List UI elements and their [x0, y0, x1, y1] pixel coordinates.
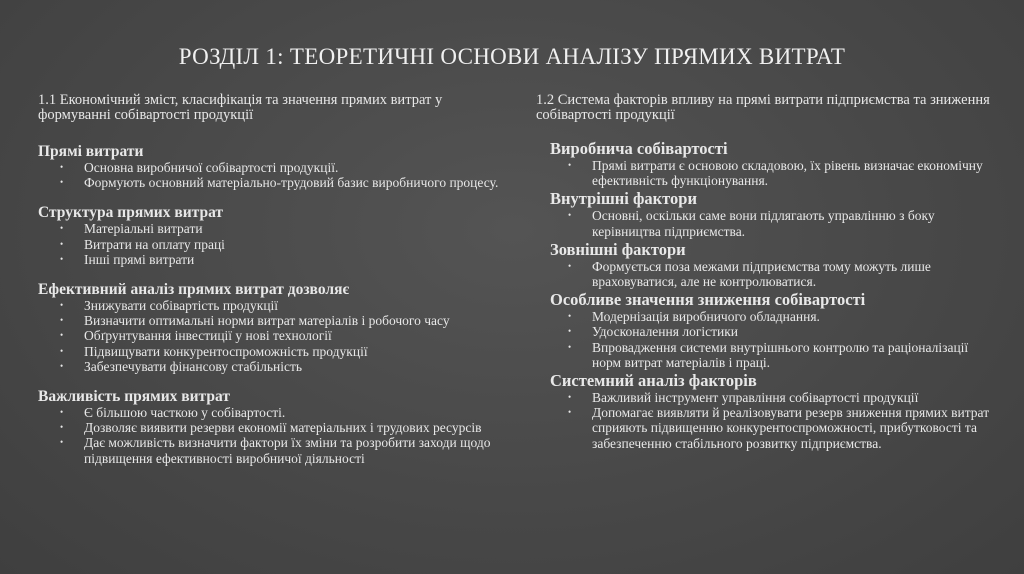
left-column-heading: 1.1 Економічний зміст, класифікація та значення прямих витрат у формуванні собівартості продукції: [38, 92, 443, 123]
list-item: • Забезпечувати фінансову стабільність: [84, 359, 518, 374]
section-production-cost: [536, 140, 996, 188]
bullet-list: [536, 259, 996, 289]
slide-title: РОЗДІЛ 1: ТЕОРЕТИЧНІ ОСНОВИ АНАЛІЗУ ПРЯМИХ ВИТРАТ: [178, 44, 846, 69]
section-title: Особливе значення зниження собівартості: [550, 290, 866, 310]
section-title: Системний аналіз факторів: [550, 371, 757, 391]
section-title: Важливість прямих витрат: [38, 388, 230, 406]
list-item: • Знижувати собівартість продукції: [84, 298, 518, 313]
list-item: • Обґрунтування інвестиції у нові технології: [84, 328, 518, 343]
list-item: • Визначити оптимальні норми витрат матеріалів і робочого часу: [84, 313, 518, 328]
list-item: • Прямі витрати є основою складовою, їх рівень визначає економічну ефективність функціонування.: [592, 158, 996, 188]
bullet-list: [536, 390, 996, 451]
section-title: Зовнішні фактори: [550, 239, 686, 259]
list-item: • Матеріальні витрати: [84, 221, 518, 236]
list-item: • Основна виробничої собівартості продукції.: [84, 160, 518, 175]
list-item: • Допомагає виявляти й реалізовувати резерв зниження прямих витрат сприяють підвищенню конкурентоспроможності, прибутковості та забезпеченню стабільного розвитку підприємства.: [592, 405, 996, 451]
bullet-list: [38, 160, 518, 190]
list-item: • Формується поза межами підприємства тому можуть лише враховуватися, але не контролюватися.: [592, 259, 996, 289]
list-item: • Є більшою часткою у собівартості.: [84, 405, 518, 420]
section-effective-analysis: [38, 281, 518, 374]
section-title: Внутрішні фактори: [550, 189, 697, 209]
list-item: • Інші прямі витрати: [84, 252, 518, 267]
right-column-heading: 1.2 Система факторів впливу на прямі витрати підприємства та зниження собівартості продукції: [536, 92, 990, 123]
list-item: • Підвищувати конкурентоспроможність продукції: [84, 344, 518, 359]
section-title: Ефективний аналіз прямих витрат дозволяє: [38, 281, 350, 299]
list-item: • Модернізація виробничого обладнання.: [592, 309, 996, 324]
bullet-list: [536, 208, 996, 238]
section-title: Структура прямих витрат: [38, 204, 224, 222]
list-item: • Дає можливість визначити фактори їх зміни та розробити заходи щодо підвищення ефективності виробничої діяльності: [84, 435, 518, 465]
section-title: Виробнича собівартості: [550, 139, 728, 158]
list-item: • Формують основний матеріально-трудовий базис виробничого процесу.: [84, 175, 518, 190]
section-cost-reduction: [536, 291, 996, 370]
list-item: • Витрати на оплату праці: [84, 237, 518, 252]
list-item: • Дозволяє виявити резерви економії матеріальних і трудових ресурсів: [84, 420, 518, 435]
bullet-list: [38, 298, 518, 374]
section-system-analysis: [536, 372, 996, 451]
bullet-list: [536, 158, 996, 188]
bullet-list: [38, 405, 518, 466]
bullet-list: [536, 309, 996, 370]
left-column: [38, 93, 518, 480]
section-title: Прямі витрати: [38, 143, 144, 160]
list-item: • Основні, оскільки саме вони підлягають управлінню з боку керівництва підприємства.: [592, 208, 996, 238]
bullet-list: [38, 221, 518, 267]
right-column: [536, 93, 996, 453]
list-item: • Важливий інструмент управління собівартості продукції: [592, 390, 996, 405]
section-importance: [38, 388, 518, 466]
list-item: • Впровадження системи внутрішнього контролю та раціоналізації норм витрат матеріалів і праці.: [592, 340, 996, 370]
section-direct-costs: [38, 143, 518, 190]
list-item: • Удосконалення логістики: [592, 324, 996, 339]
section-internal-factors: [536, 190, 996, 238]
section-external-factors: [536, 241, 996, 289]
section-cost-structure: [38, 204, 518, 267]
